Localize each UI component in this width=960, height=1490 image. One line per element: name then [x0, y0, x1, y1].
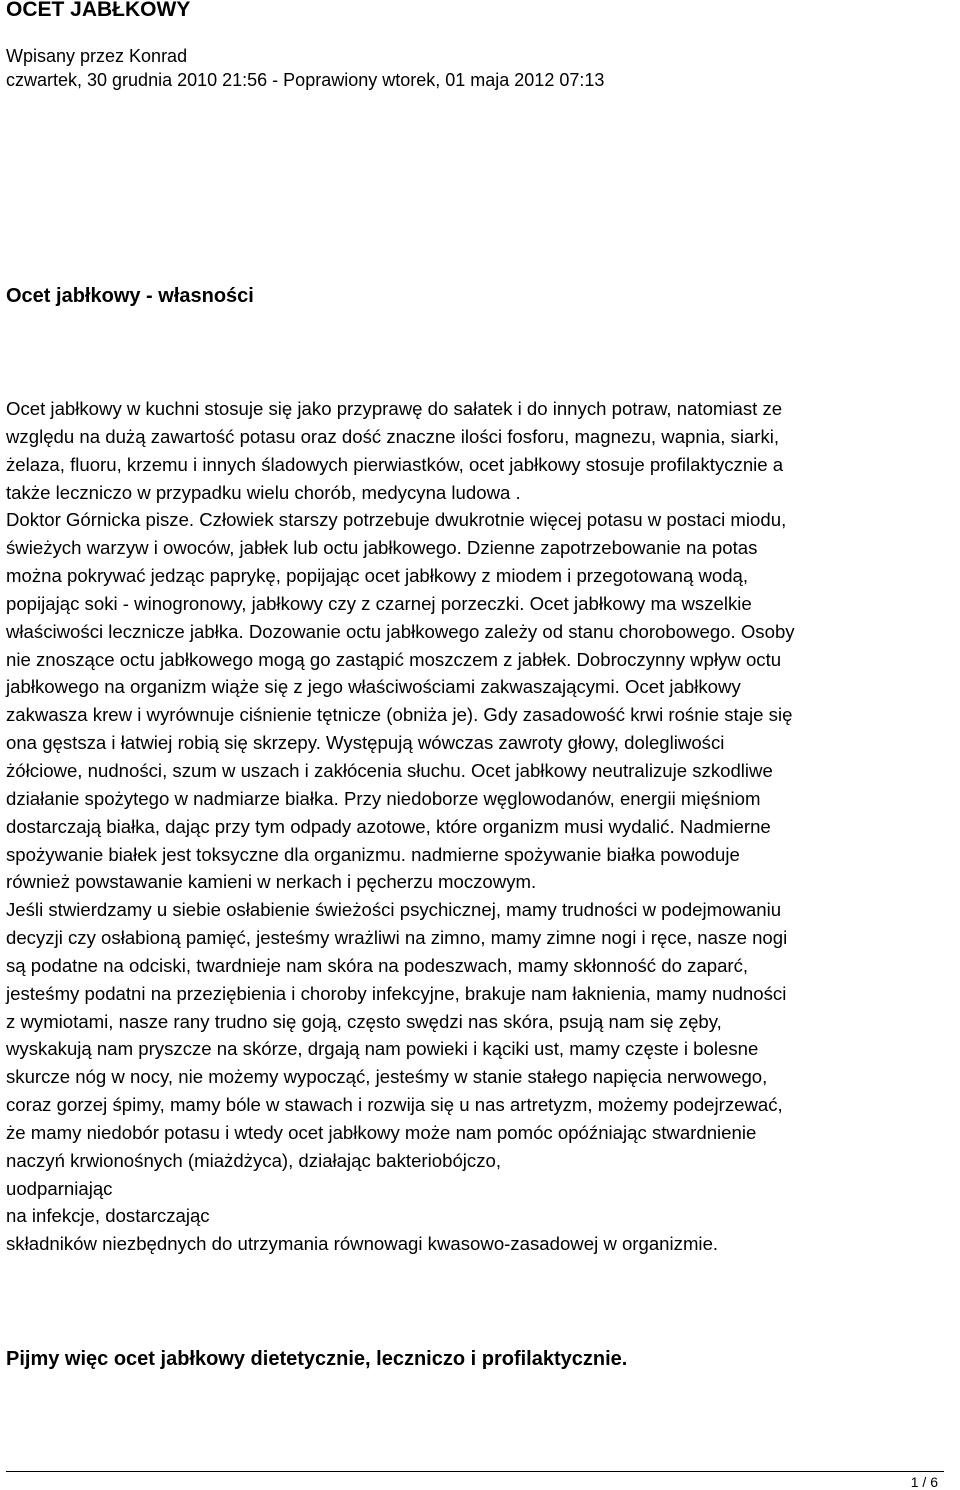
body-line: można pokrywać jedząc paprykę, popijając ocet jabłkowy z miodem i przegotowaną wodą,	[6, 565, 749, 587]
body-line: skurcze nóg w nocy, nie możemy wypocząć, jesteśmy w stanie stałego napięcia nerwowego,	[6, 1066, 768, 1088]
body-line: Ocet jabłkowy w kuchni stosuje się jako przyprawę do sałatek i do innych potraw, natomiast ze	[6, 398, 783, 419]
body-line: również powstawanie kamieni w nerkach i pęcherzu moczowym.	[6, 871, 537, 893]
body-line: jesteśmy podatni na przeziębienia i choroby infekcyjne, brakuje nam łaknienia, mamy nudności	[6, 982, 787, 1004]
body-line: ona gęstsza i łatwiej robią się skrzepy. Występują wówczas zawroty głowy, dolegliwości	[6, 732, 725, 754]
body-line: uodparniając	[6, 1177, 113, 1199]
page-number: 1 / 6	[910, 1474, 938, 1490]
body-line: Doktor Górnicka pisze. Człowiek starszy potrzebuje dwukrotnie więcej potasu w postaci miodu,	[6, 509, 787, 531]
body-line: popijając soki - winogronowy, jabłkowy czy z czarnej porzeczki. Ocet jabłkowy ma wszelkie	[6, 592, 752, 614]
body-line: nie znoszące octu jabłkowego mogą go zastąpić moszczem z jabłek. Dobroczynny wpływ octu	[6, 648, 782, 670]
article-body	[6, 395, 952, 1258]
body-line: żelaza, fluoru, krzemu i innych śladowych pierwiastków, ocet jabłkowy stosuje profilaktycznie a	[6, 453, 784, 475]
body-line: zakwasza krew i wyrównuje ciśnienie tętnicze (obniża je). Gdy zasadowość krwi rośnie staje się	[6, 704, 793, 726]
body-line: coraz gorzej śpimy, mamy bóle w stawach i rozwija się u nas artretyzm, możemy podejrzewać,	[6, 1094, 783, 1116]
body-line: na infekcje, dostarczając	[6, 1205, 210, 1227]
body-line: składników niezbędnych do utrzymania równowagi kwasowo-zasadowej w organizmie.	[6, 1233, 719, 1255]
body-line: wyskakują nam pryszcze na skórze, drgają nam powieki i kąciki ust, mamy częste i bolesne	[6, 1038, 759, 1060]
section-heading: Ocet jabłkowy - własności	[6, 285, 254, 307]
body-line: że mamy niedobór potasu i wtedy ocet jabłkowy może nam pomóc opóźniając stwardnienie	[6, 1121, 757, 1143]
body-line: względu na dużą zawartość potasu oraz dość znaczne ilości fosforu, magnezu, wapnia, siarki,	[6, 425, 780, 447]
body-line: działanie spożytego w nadmiarze białka. Przy niedoborze węglowodanów, energii mięśniom	[6, 787, 761, 809]
body-line: Jeśli stwierdzamy u siebie osłabienie świeżości psychicznej, mamy trudności w podejmowaniu	[6, 899, 782, 921]
body-line: dostarczają białka, dając przy tym odpady azotowe, które organizm musi wydalić. Nadmierne	[6, 815, 771, 837]
body-line: właściwości lecznicze jabłka. Dozowanie octu jabłkowego zależy od stanu chorobowego. Osoby	[6, 620, 795, 642]
body-line: spożywanie białek jest toksyczne dla organizmu. nadmierne spożywanie białka powoduje	[6, 843, 740, 865]
document-title: OCET JABŁKOWY	[6, 0, 191, 21]
body-line: żółciowe, nudności, szum w uszach i zakłócenia słuchu. Ocet jabłkowy neutralizuje szkodliwe	[6, 759, 773, 781]
body-line: naczyń krwionośnych (miażdżyca), działając bakteriobójczo,	[6, 1149, 502, 1171]
author-line: Wpisany przez Konrad	[6, 46, 188, 66]
body-line: są podatne na odciski, twardnieje nam skóra na podeszwach, mamy skłonność do zaparć,	[6, 954, 749, 976]
body-line: świeżych warzyw i owoców, jabłek lub octu jabłkowego. Dzienne zapotrzebowanie na potas	[6, 537, 758, 559]
body-line: z wymiotami, nasze rany trudno się goją, często swędzi nas skóra, psują nam się zęby,	[6, 1010, 722, 1032]
document-meta	[6, 44, 604, 92]
closing-statement: Pijmy więc ocet jabłkowy dietetycznie, leczniczo i profilaktycznie.	[6, 1348, 628, 1370]
date-line: czwartek, 30 grudnia 2010 21:56 - Poprawiony wtorek, 01 maja 2012 07:13	[6, 70, 605, 90]
body-line: decyzji czy osłabioną pamięć, jesteśmy wrażliwi na zimno, mamy zimne nogi i ręce, nasze nogi	[6, 927, 788, 949]
footer-divider	[6, 1471, 944, 1472]
body-line: jabłkowego na organizm wiąże się z jego właściwościami zakwaszającymi. Ocet jabłkowy	[6, 676, 741, 698]
body-line: także leczniczo w przypadku wielu chorób, medycyna ludowa .	[6, 481, 521, 503]
